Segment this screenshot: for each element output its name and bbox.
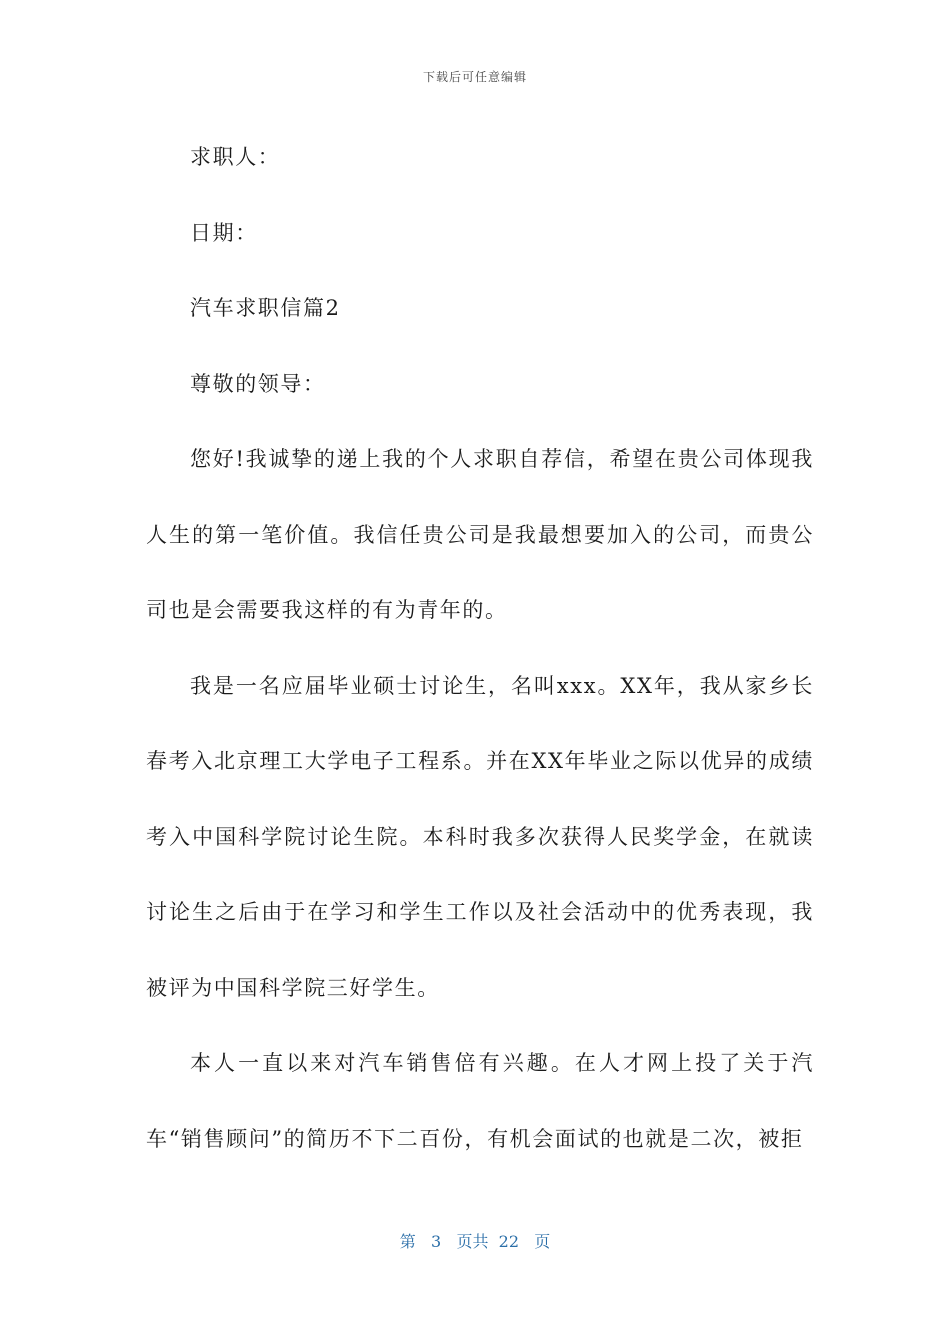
footer-total-pages: 22: [498, 1232, 519, 1251]
paragraph-date: 日期：: [190, 220, 258, 245]
salutation: 尊敬的领导：: [190, 371, 326, 396]
section-title: 汽车求职信篇2: [190, 296, 341, 320]
footer-current-page: 3: [431, 1232, 442, 1251]
page-footer: [0, 1229, 950, 1252]
paragraph-applicant: 求职人：: [190, 145, 281, 169]
paragraph-interest: 本人一直以来对汽车销售倍有兴趣。在人才网上投了关于汽车“销售顾问”的简历不下二百份，有机会面试的也就是二次，被拒: [146, 1051, 814, 1151]
document-body: [146, 120, 814, 1177]
paragraph-greeting: 您好!我诚挚的递上我的个人求职自荐信，希望在贵公司体现我人生的第一笔价值。我信任贵公司是我最想要加入的公司，而贵公司也是会需要我这样的有为青年的。: [146, 447, 814, 622]
page-header: 下载后可任意编辑: [422, 70, 527, 84]
footer-prefix: 第: [399, 1232, 416, 1251]
footer-suffix: 页: [534, 1232, 551, 1251]
footer-middle: 页共: [456, 1232, 489, 1251]
paragraph-education: 我是一名应届毕业硕士讨论生，名叫xxx。XX年，我从家乡长春考入北京理工大学电子工程系。并在XX年毕业之际以优异的成绩考入中国科学院讨论生院。本科时我多次获得人民奖学金，在就读讨论生之后由于在学习和学生工作以及社会活动中的优秀表现，我被评为中国科学院三好学生。: [146, 673, 814, 1000]
